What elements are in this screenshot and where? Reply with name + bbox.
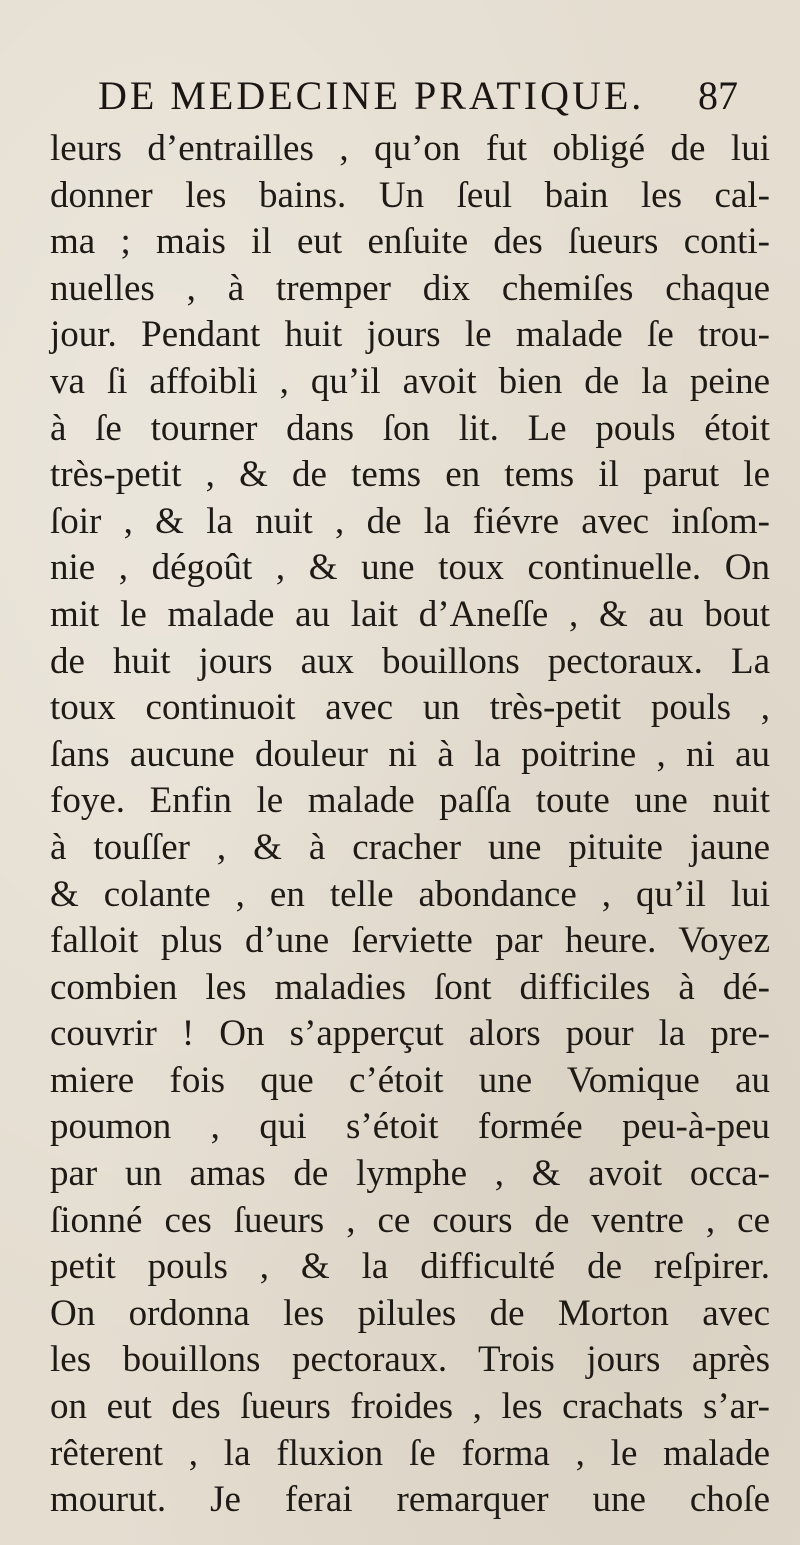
text-line: rêterent , la fluxion ſe forma , le malade: [50, 1432, 770, 1474]
text-line: nie , dégoût , & une toux continuelle. On: [50, 547, 770, 589]
text-line: ſionné ces ſueurs , ce cours de ventre , ce: [50, 1199, 770, 1241]
text-line: par un amas de lymphe , & avoit occa-: [50, 1153, 770, 1195]
text-line: donner les bains. Un ſeul bain les cal-: [50, 174, 770, 216]
text-line: ma ; mais il eut enſuite des ſueurs conti-: [50, 221, 770, 263]
page-header: [98, 72, 738, 132]
text-line: combien les maladies ſont difficiles à dé-: [50, 966, 770, 1008]
text-line: va ſi affoibli , qu’il avoit bien de la peine: [50, 360, 770, 402]
text-line: couvrir ! On s’apperçut alors pour la pre-: [50, 1013, 770, 1055]
text-line: à ſe tourner dans ſon lit. Le pouls étoit: [50, 407, 770, 449]
text-line: petit pouls , & la difficulté de reſpirer.: [50, 1246, 770, 1288]
text-line: les bouillons pectoraux. Trois jours après: [50, 1339, 770, 1381]
text-line: ſans aucune douleur ni à la poitrine , ni au: [50, 733, 770, 775]
text-line: & colante , en telle abondance , qu’il lui: [50, 873, 770, 915]
text-line: jour. Pendant huit jours le malade ſe trou-: [50, 314, 770, 356]
text-line: poumon , qui s’étoit formée peu-à-peu: [50, 1106, 770, 1148]
text-line: falloit plus d’une ſerviette par heure. Voyez: [50, 920, 770, 962]
text-line: nuelles , à tremper dix chemiſes chaque: [50, 267, 770, 309]
text-line: de huit jours aux bouillons pectoraux. La: [50, 640, 770, 682]
text-line: mourut. Je ferai remarquer une choſe: [50, 1479, 770, 1521]
text-line: à touſſer , & à cracher une pituite jaune: [50, 826, 770, 868]
text-line: on eut des ſueurs froides , les crachats s’ar-: [50, 1386, 770, 1428]
text-line: ſoir , & la nuit , de la fiévre avec inſom-: [50, 500, 770, 542]
text-line: toux continuoit avec un très-petit pouls ,: [50, 687, 770, 729]
body-text: [50, 126, 770, 1524]
text-line: foye. Enfin le malade paſſa toute une nuit: [50, 780, 770, 822]
page-number: 87: [698, 73, 738, 118]
text-line: très-petit , & de tems en tems il parut le: [50, 454, 770, 496]
text-line: On ordonna les pilules de Morton avec: [50, 1292, 770, 1334]
text-line: mit le malade au lait d’Aneſſe , & au bout: [50, 593, 770, 635]
text-line: leurs d’entrailles , qu’on fut obligé de lui: [50, 128, 770, 169]
running-head: DE MEDECINE PRATIQUE.: [98, 73, 645, 118]
text-line: miere fois que c’étoit une Vomique au: [50, 1059, 770, 1101]
